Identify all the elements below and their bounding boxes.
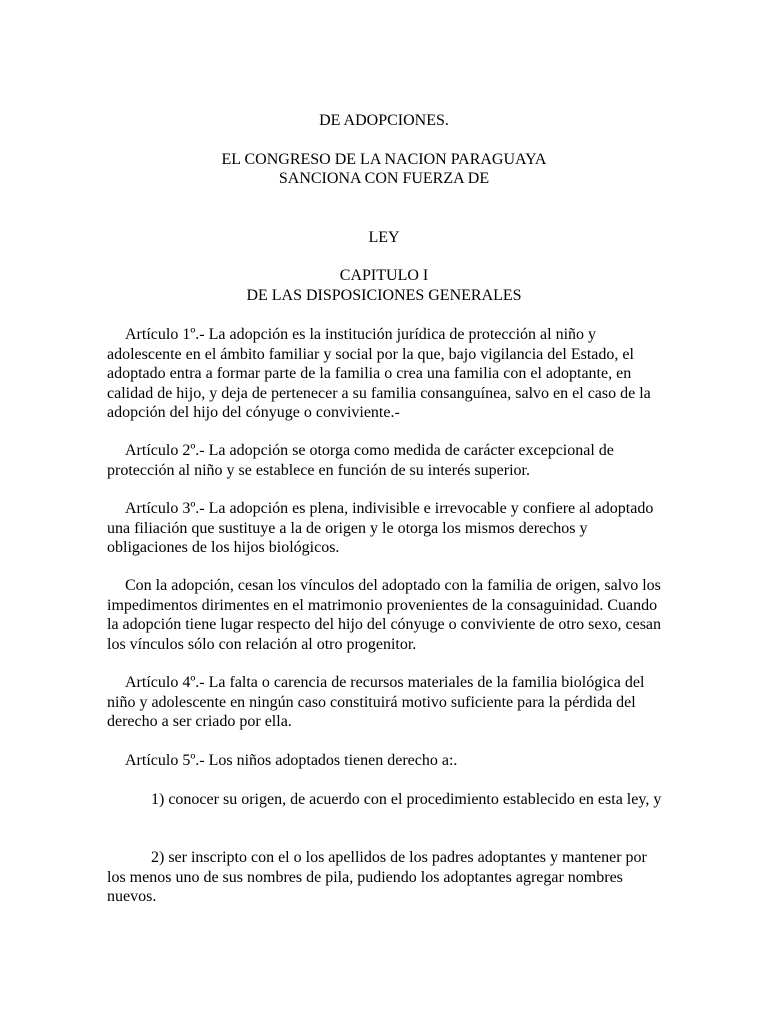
article-1-paragraph: Artículo 1º.- La adopción es la institución jurídica de protección al niño y adolescente en el ámbito familiar y social por la que, bajo vigilancia del Estado, el adoptado entra a formar parte de la familia o crea una familia con el adoptante, en calidad de hijo, y deja de pertenecer a su familia consanguínea, salvo en el caso de la adopción del hijo del cónyuge o conviviente.- <box>107 326 651 421</box>
preamble-line-1: EL CONGRESO DE LA NACION PARAGUAYA <box>221 151 547 168</box>
ley-heading: LEY <box>368 229 400 246</box>
article-5-paragraph: Artículo 5º.- Los niños adoptados tienen derecho a:. <box>125 752 458 769</box>
article-3-paragraph: Artículo 3º.- La adopción es plena, indivisible e irrevocable y confiere al adoptado una filiación que sustituye a la de origen y le otorga los mismos derechos y obligaciones de los hijos biológicos. <box>107 500 654 556</box>
article-2-paragraph: Artículo 2º.- La adopción se otorga como medida de carácter excepcional de protección al niño y se establece en función de su interés superior. <box>107 442 614 479</box>
chapter-heading: CAPITULO I <box>339 267 429 284</box>
article-5-item-2: 2) ser inscripto con el o los apellidos de los padres adoptantes y mantener por los menos uno de sus nombres de pila, pudiendo los adoptantes agregar nombres nuevos. <box>107 849 647 905</box>
chapter-title: DE LAS DISPOSICIONES GENERALES <box>246 287 522 304</box>
document-title: DE ADOPCIONES. <box>319 112 449 129</box>
article-3-continuation-paragraph: Con la adopción, cesan los vínculos del adoptado con la familia de origen, salvo los impedimentos dirimentes en el matrimonio provenientes de la consaguinidad. Cuando la adopción tiene lugar respecto del hijo del cónyuge o conviviente de otro sexo, cesan los vínculos sólo con relación al otro progenitor. <box>107 577 662 653</box>
article-4-paragraph: Artículo 4º.- La falta o carencia de recursos materiales de la familia biológica del niño y adolescente en ningún caso constituirá motivo suficiente para la pérdida del derecho a ser criado por ella. <box>107 674 645 730</box>
article-5-item-1: 1) conocer su origen, de acuerdo con el procedimiento establecido en esta ley, y <box>151 791 662 808</box>
preamble-line-2: SANCIONA CON FUERZA DE <box>278 170 490 187</box>
